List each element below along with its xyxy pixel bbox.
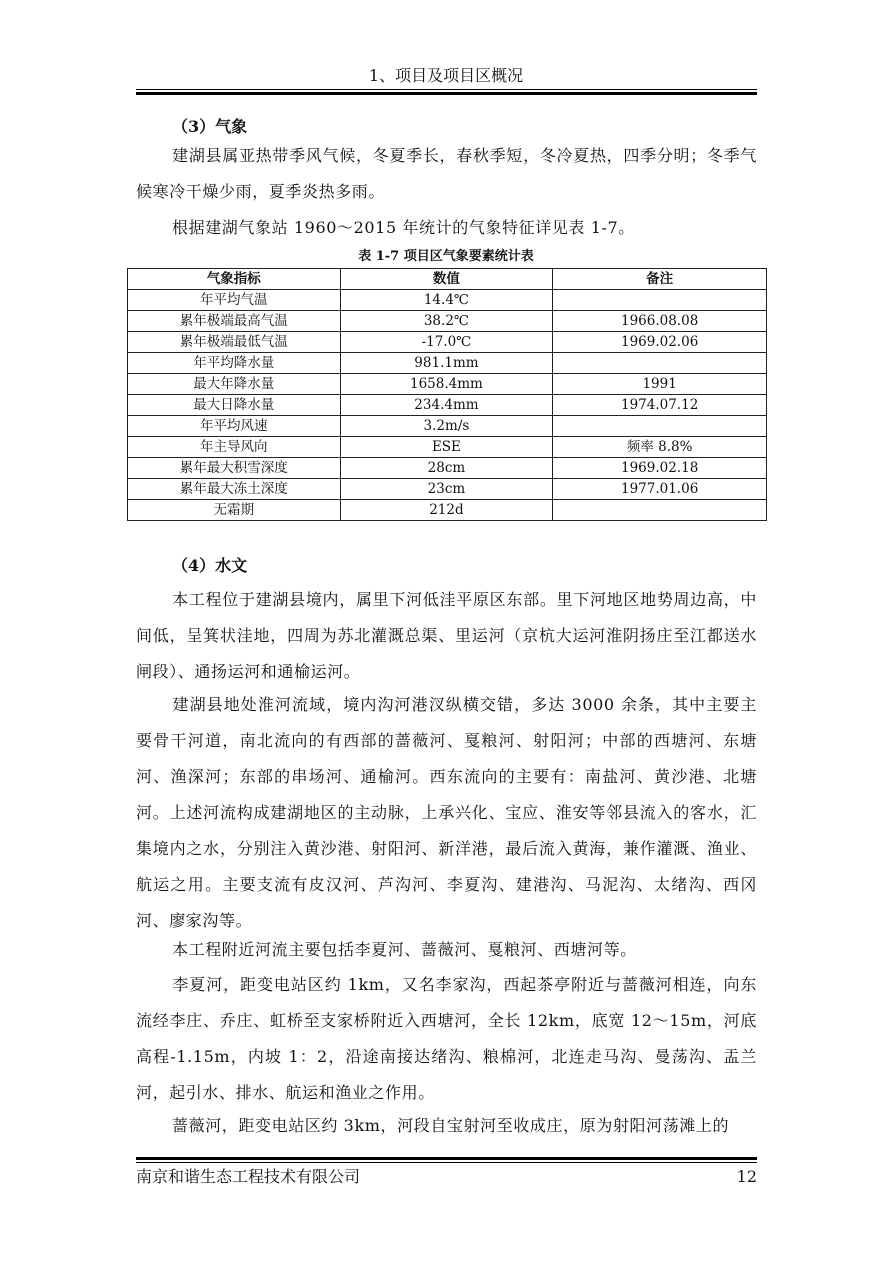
table-cell: 累年极端最低气温 [128, 332, 341, 353]
table-header-row [128, 269, 767, 290]
page-header-title: 1、项目及项目区概况 [368, 66, 524, 85]
table-cell: 1966.08.08 [553, 311, 767, 332]
paragraph-climate-2 [136, 210, 757, 246]
table-row [128, 500, 767, 521]
table-header-cell: 数值 [340, 269, 553, 290]
table-cell: 频率 8.8% [553, 437, 767, 458]
paragraph-hydrology-5 [136, 1108, 757, 1144]
paragraph-text: 建湖县属亚热带季风气候，冬夏季长，春秋季短，冬冷夏热，四季分明；冬季气候寒冷干燥少雨，夏季炎热多雨。 [136, 146, 757, 201]
table-row [128, 311, 767, 332]
table-cell [553, 500, 767, 521]
table-cell: 1977.01.06 [553, 479, 767, 500]
paragraph-text: 建湖县地处淮河流域，境内沟河港汊纵横交错，多达 3000 余条，其中主要主要骨干河道，南北流向的有西部的蔷薇河、戛粮河、射阳河；中部的西塘河、东塘河、渔深河；东部的串场河、通榆河。西东流向的主要有：南盐河、黄沙港、北塘河。上述河流构成建湖地区的主动脉，上承兴化、宝应、淮安等邻县流入的客水，汇集境内之水，分别注入黄沙港、射阳河、新洋港，最后流入黄海，兼作灌溉、渔业、航运之用。主要支流有皮汉河、芦沟河、李夏沟、建港沟、马泥沟、太绪沟、西冈河、廖家沟等。 [136, 695, 757, 930]
paragraph-hydrology-1 [136, 582, 757, 690]
table-cell: 1658.4mm [340, 374, 553, 395]
table-cell: 年平均降水量 [128, 353, 341, 374]
section-heading-hydrology: （4）水文 [172, 556, 248, 575]
table-cell [553, 353, 767, 374]
table-cell [553, 290, 767, 311]
table-caption: 表 1-7 项目区气象要素统计表 [358, 249, 534, 264]
table-cell: 无霜期 [128, 500, 341, 521]
table-row [128, 395, 767, 416]
header-rule-thick [136, 92, 757, 95]
table-cell: 38.2℃ [340, 311, 553, 332]
paragraph-hydrology-3 [136, 932, 757, 968]
table-cell: 年主导风向 [128, 437, 341, 458]
section-heading-climate: （3）气象 [172, 117, 248, 136]
paragraph-text: 本工程位于建湖县境内，属里下河低洼平原区东部。里下河地区地势周边高，中间低，呈箕状洼地，四周为苏北灌溉总渠、里运河（京杭大运河淮阴扬庄至江都送水闸段）、通扬运河和通榆运河。 [136, 590, 757, 681]
table-cell: 1991 [553, 374, 767, 395]
paragraph-hydrology-4 [136, 967, 757, 1111]
paragraph-hydrology-2 [136, 687, 757, 939]
climate-stats-table [127, 268, 767, 521]
table-cell: 23cm [340, 479, 553, 500]
table-row [128, 416, 767, 437]
footer-rule-thin [136, 1162, 757, 1163]
table-cell: 年平均风速 [128, 416, 341, 437]
table-row [128, 437, 767, 458]
paragraph-text: 李夏河，距变电站区约 1km，又名李家沟，西起茶亭附近与蔷薇河相连，向东流经李庄、乔庄、虹桥至支家桥附近入西塘河，全长 12km，底宽 12～15m，河底高程-1.15m，内坡 1：2，沿途南接达绪沟、粮棉河，北连走马沟、曼荡沟、盂兰河，起引水、排水、航运和渔业之作用。 [136, 975, 757, 1102]
footer-rule-thick [136, 1157, 757, 1160]
page-number: 12 [736, 1167, 757, 1186]
table-cell: 1969.02.18 [553, 458, 767, 479]
table-cell: 212d [340, 500, 553, 521]
table-cell: 累年最大冻土深度 [128, 479, 341, 500]
table-cell: 1969.02.06 [553, 332, 767, 353]
footer-company: 南京和谐生态工程技术有限公司 [136, 1167, 361, 1186]
table-cell [553, 416, 767, 437]
table-cell: 1974.07.12 [553, 395, 767, 416]
table-cell: 累年最大积雪深度 [128, 458, 341, 479]
table-cell: 981.1mm [340, 353, 553, 374]
table-cell: 累年极端最高气温 [128, 311, 341, 332]
table-row [128, 458, 767, 479]
table-cell: ESE [340, 437, 553, 458]
table-row [128, 374, 767, 395]
table-cell: 234.4mm [340, 395, 553, 416]
table-row [128, 290, 767, 311]
table-cell: 28cm [340, 458, 553, 479]
paragraph-text: 蔷薇河，距变电站区约 3km，河段自宝射河至收成庄，原为射阳河荡滩上的 [172, 1116, 730, 1135]
table-cell: 最大年降水量 [128, 374, 341, 395]
header-rule-thin [136, 89, 757, 90]
table-cell: 3.2m/s [340, 416, 553, 437]
table-cell: 14.4℃ [340, 290, 553, 311]
table-cell: 最大日降水量 [128, 395, 341, 416]
table-cell: -17.0℃ [340, 332, 553, 353]
paragraph-text: 本工程附近河流主要包括李夏河、蔷薇河、戛粮河、西塘河等。 [172, 940, 637, 959]
table-cell: 年平均气温 [128, 290, 341, 311]
table-header-cell: 备注 [553, 269, 767, 290]
paragraph-climate-1 [136, 138, 757, 210]
paragraph-text: 根据建湖气象站 1960～2015 年统计的气象特征详见表 1-7。 [172, 218, 635, 237]
table-row [128, 353, 767, 374]
table-row [128, 332, 767, 353]
table-header-cell: 气象指标 [128, 269, 341, 290]
table-row [128, 479, 767, 500]
